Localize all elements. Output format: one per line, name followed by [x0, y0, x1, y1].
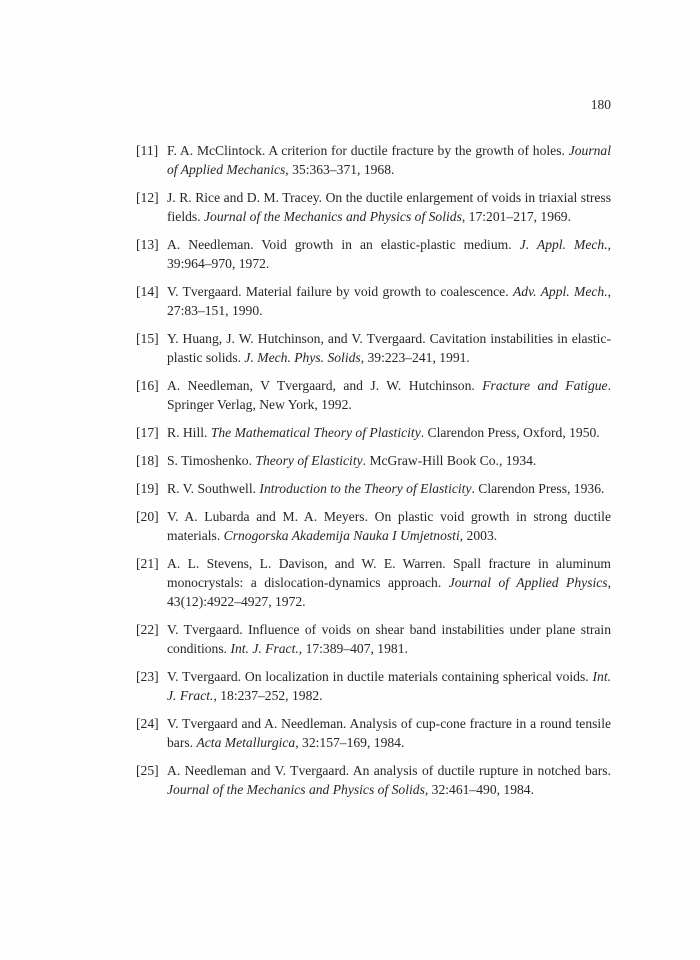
reference-venue-italic: Int. J. Fract. [167, 669, 611, 703]
reference-label: [11] [136, 143, 159, 158]
reference-item [136, 141, 611, 179]
reference-text-segment: V. A. Lubarda and M. A. Meyers. On plastic void growth in strong ductile materials. [167, 509, 611, 543]
reference-text-segment: , 43(12):4922–4927, 1972. [167, 575, 611, 609]
reference-venue-italic: J. Appl. Mech. [519, 237, 608, 252]
reference-text-segment: , 35:363–371, 1968. [285, 162, 395, 177]
reference-text [167, 716, 611, 750]
page-number: 180 [590, 97, 611, 112]
reference-label: [23] [136, 669, 159, 684]
reference-text [167, 509, 611, 543]
reference-item [136, 376, 611, 414]
reference-text-segment: Y. Huang, J. W. Hutchinson, and V. Tvergaard. Cavitation instabilities in elastic-plastic solids. [167, 331, 611, 365]
reference-text [167, 481, 604, 496]
reference-text-segment: R. Hill. [167, 425, 211, 440]
reference-text-segment: , 2003. [459, 528, 498, 543]
reference-text-segment: . Springer Verlag, New York, 1992. [167, 378, 611, 412]
reference-label: [21] [136, 556, 159, 571]
reference-text-segment: A. Needleman. Void growth in an elastic-plastic medium. [167, 237, 520, 252]
reference-text-segment: , 39:964–970, 1972. [167, 237, 611, 271]
reference-label: [20] [136, 509, 159, 524]
reference-item [136, 761, 611, 799]
reference-text [167, 425, 600, 440]
reference-label: [16] [136, 378, 159, 393]
reference-venue-italic: Journal of the Mechanics and Physics of Solids [204, 209, 462, 224]
references-list [136, 141, 611, 808]
reference-venue-italic: Acta Metallurgica [196, 735, 296, 750]
reference-venue-italic: Journal of the Mechanics and Physics of Solids [167, 782, 425, 797]
reference-text-segment: , 17:389–407, 1981. [298, 641, 408, 656]
reference-text-segment: S. Timoshenko. [167, 453, 256, 468]
reference-text-segment: A. Needleman, V Tvergaard, and J. W. Hutchinson. [167, 378, 483, 393]
reference-text-segment: , 18:237–252, 1982. [213, 688, 323, 703]
reference-item [136, 714, 611, 752]
reference-text [167, 190, 611, 224]
reference-text [167, 556, 611, 609]
reference-venue-italic: Crnogorska Akademija Nauka I Umjetnosti [223, 528, 460, 543]
reference-label: [17] [136, 425, 159, 440]
reference-item [136, 188, 611, 226]
reference-venue-italic: J. Mech. Phys. Solids [244, 350, 361, 365]
reference-item [136, 667, 611, 705]
reference-item [136, 235, 611, 273]
reference-label: [12] [136, 190, 159, 205]
reference-venue-italic: Adv. Appl. Mech. [512, 284, 608, 299]
reference-text [167, 622, 611, 656]
reference-venue-italic: The Mathematical Theory of Plasticity [210, 425, 421, 440]
reference-text-segment: J. R. Rice and D. M. Tracey. On the ductile enlargement of voids in triaxial stress fields. [167, 190, 611, 224]
reference-text-segment: . McGraw-Hill Book Co., 1934. [362, 453, 537, 468]
reference-text [167, 284, 611, 318]
reference-venue-italic: Introduction to the Theory of Elasticity [259, 481, 472, 496]
reference-text [167, 378, 611, 412]
reference-label: [13] [136, 237, 159, 252]
reference-text-segment: , 32:461–490, 1984. [424, 782, 535, 797]
reference-text-segment: A. L. Stevens, L. Davison, and W. E. Warren. Spall fracture in aluminum monocrystals: a dislocation-dynamics approach. [167, 556, 611, 590]
reference-item [136, 451, 611, 470]
reference-label: [18] [136, 453, 159, 468]
reference-venue-italic: Theory of Elasticity [255, 453, 363, 468]
reference-label: [22] [136, 622, 159, 637]
reference-item [136, 282, 611, 320]
reference-text-segment: F. A. McClintock. A criterion for ductile fracture by the growth of holes. [167, 143, 569, 158]
reference-text-segment: V. Tvergaard. On localization in ductile materials containing spherical voids. [167, 669, 593, 684]
reference-text-segment: , 17:201–217, 1969. [461, 209, 572, 224]
reference-item [136, 479, 611, 498]
reference-text-segment: V. Tvergaard and A. Needleman. Analysis of cup-cone fracture in a round tensile bars. [167, 716, 611, 750]
reference-item [136, 554, 611, 611]
reference-text [167, 453, 536, 468]
reference-venue-italic: Journal of Applied Physics [448, 575, 608, 590]
reference-text [167, 763, 611, 797]
reference-text-segment: , 39:223–241, 1991. [360, 350, 470, 365]
reference-text [167, 331, 611, 365]
reference-label: [19] [136, 481, 159, 496]
reference-label: [25] [136, 763, 159, 778]
reference-label: [14] [136, 284, 159, 299]
reference-text-segment: , 27:83–151, 1990. [167, 284, 611, 318]
reference-item [136, 423, 611, 442]
reference-text-segment: . Clarendon Press, 1936. [471, 481, 605, 496]
reference-venue-italic: Journal of Applied Mechanics [167, 143, 611, 177]
reference-item [136, 329, 611, 367]
reference-text-segment: V. Tvergaard. Influence of voids on shear band instabilities under plane strain conditions. [167, 622, 611, 656]
reference-item [136, 620, 611, 658]
reference-item [136, 507, 611, 545]
reference-text-segment: V. Tvergaard. Material failure by void growth to coalescence. [167, 284, 513, 299]
reference-text [167, 237, 611, 271]
reference-text [167, 143, 611, 177]
reference-text-segment: A. Needleman and V. Tvergaard. An analysis of ductile rupture in notched bars. [167, 763, 611, 778]
reference-venue-italic: Fracture and Fatigue [482, 378, 608, 393]
reference-text [167, 669, 611, 703]
reference-text-segment: R. V. Southwell. [167, 481, 260, 496]
reference-text-segment: . Clarendon Press, Oxford, 1950. [420, 425, 600, 440]
reference-label: [15] [136, 331, 159, 346]
reference-label: [24] [136, 716, 159, 731]
reference-text-segment: , 32:157–169, 1984. [295, 735, 405, 750]
reference-venue-italic: Int. J. Fract. [230, 641, 299, 656]
